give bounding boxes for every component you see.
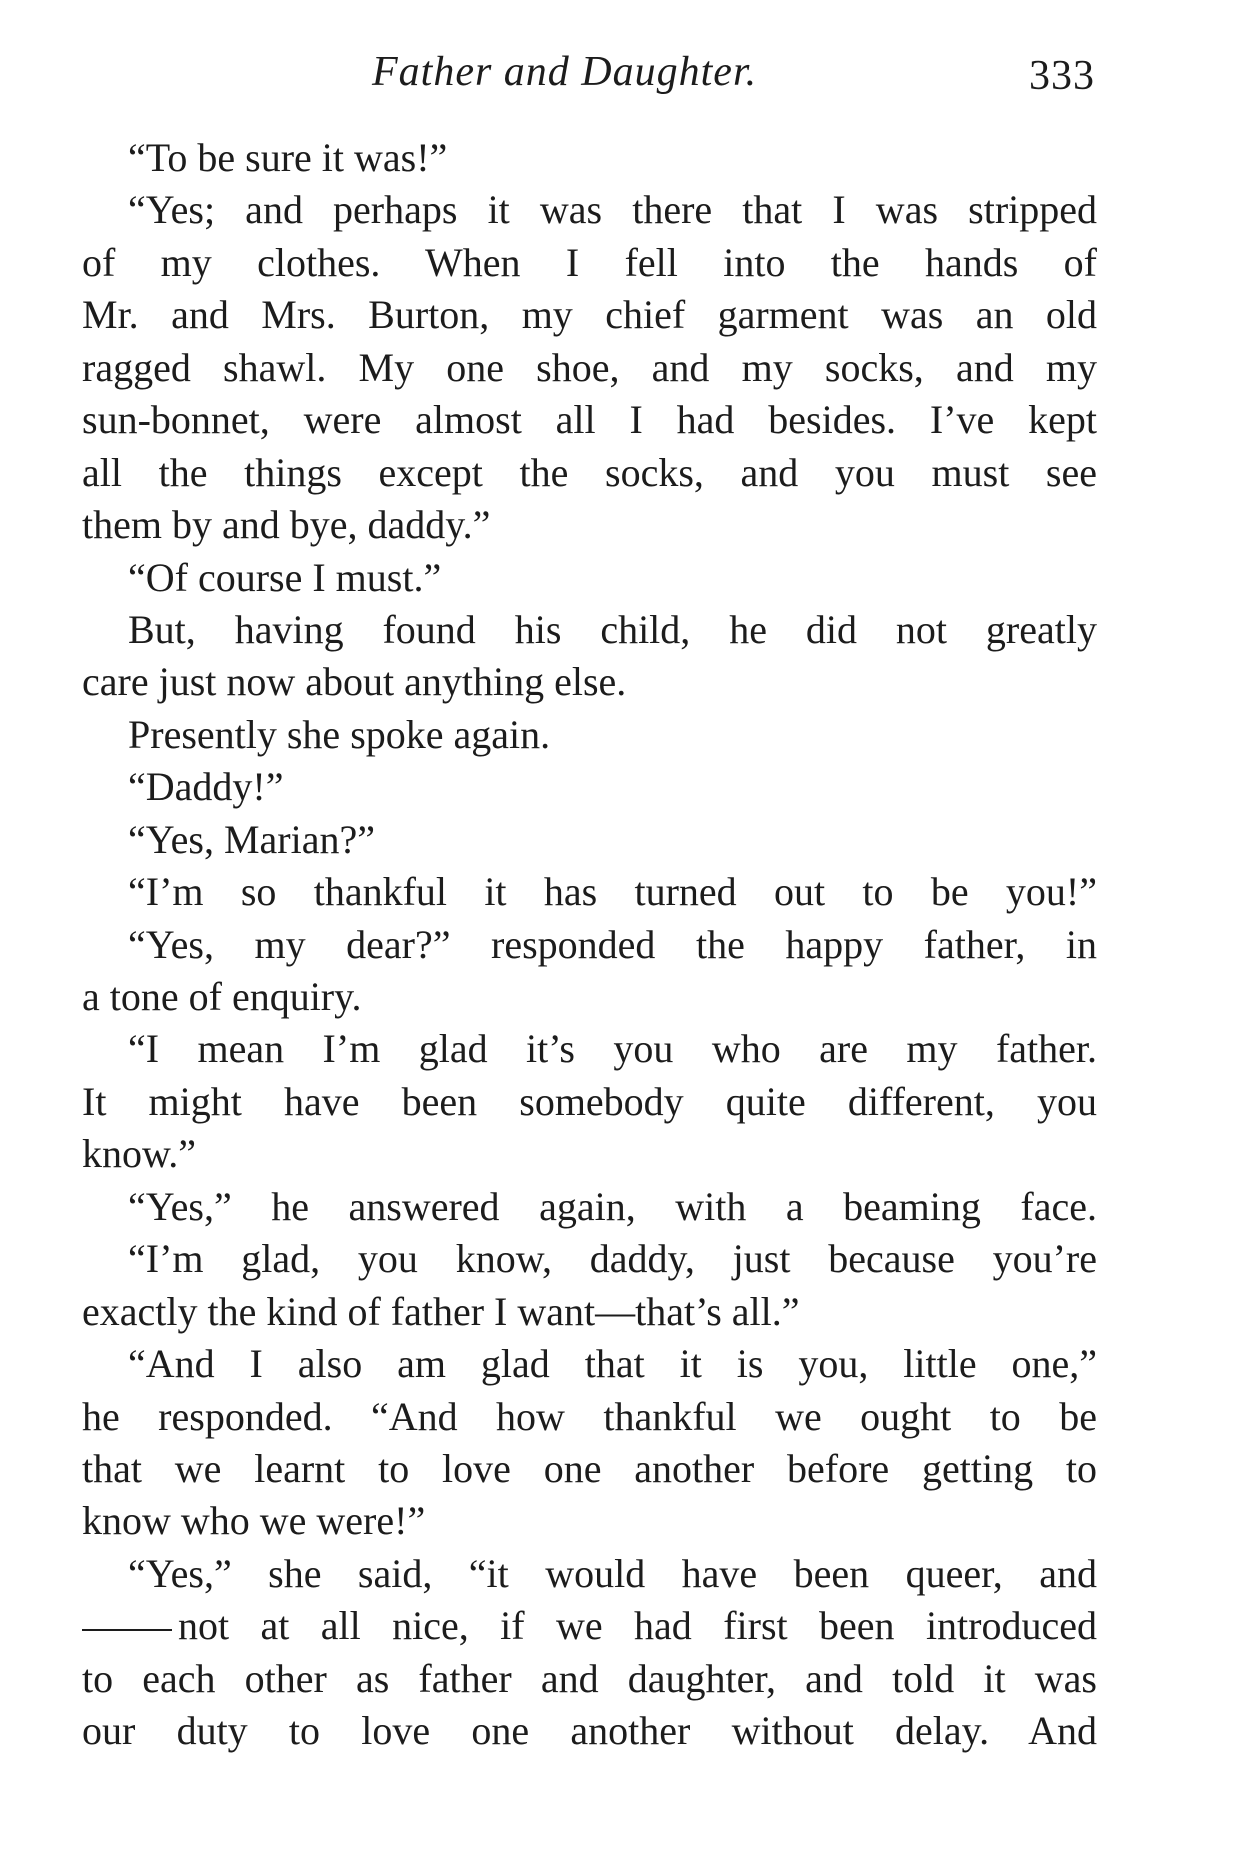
running-title: Father and Daughter. — [372, 49, 758, 95]
text-line: But, having found his child, he did not greatly — [128, 606, 1097, 652]
text-line: “Yes, my dear?” responded the happy father, in — [128, 921, 1097, 967]
text-line: “Daddy!” — [128, 764, 284, 810]
text-line: exactly the kind of father I want—that’s all.” — [82, 1288, 800, 1334]
text-line: sun-bonnet, were almost all I had besides. I’ve kept — [82, 397, 1097, 443]
page-number: 333 — [1029, 53, 1095, 99]
running-head — [0, 40, 1242, 110]
body-text — [82, 132, 1097, 1758]
text-line: “I’m glad, you know, daddy, just because you’re — [128, 1236, 1097, 1282]
text-line: them by and bye, daddy.” — [82, 502, 491, 548]
text-line: all the things except the socks, and you must see — [82, 449, 1097, 495]
text-line: that we learnt to love one another before getting to — [82, 1445, 1097, 1491]
text-line: “Yes, Marian?” — [128, 816, 375, 862]
text-line: “I’m so thankful it has turned out to be you!” — [128, 869, 1097, 915]
text-line: “And I also am glad that it is you, little one,” — [128, 1341, 1097, 1387]
text-line: “I mean I’m glad it’s you who are my father. — [128, 1026, 1097, 1072]
text-line: of my clothes. When I fell into the hands of — [82, 239, 1097, 285]
em-dash-rule — [82, 1629, 172, 1631]
text-line: he responded. “And how thankful we ought to be — [82, 1393, 1097, 1439]
text-line — [82, 1600, 1097, 1652]
text-line: to each other as father and daughter, and told it was — [82, 1655, 1097, 1701]
text-line: “Of course I must.” — [128, 554, 442, 600]
text-line: care just now about anything else. — [82, 659, 627, 705]
text-line: It might have been somebody quite different, you — [82, 1078, 1097, 1124]
text-line: “To be sure it was!” — [128, 135, 448, 180]
text-line: know who we were!” — [82, 1498, 426, 1544]
text-line: Mr. and Mrs. Burton, my chief garment was an old — [82, 292, 1097, 338]
text-line: Presently she spoke again. — [128, 711, 551, 757]
text-line: know.” — [82, 1131, 197, 1177]
text-line: “Yes; and perhaps it was there that I was stripped — [128, 187, 1097, 233]
text-line: ragged shawl. My one shoe, and my socks, and my — [82, 344, 1097, 390]
text-line: our duty to love one another without delay. And — [82, 1708, 1097, 1754]
text-line: “Yes,” he answered again, with a beaming face. — [128, 1183, 1097, 1229]
text-line: “Yes,” she said, “it would have been queer, and — [128, 1550, 1097, 1596]
text-line-content: not at all nice, if we had first been introduced — [178, 1603, 1097, 1649]
text-line: a tone of enquiry. — [82, 974, 362, 1019]
